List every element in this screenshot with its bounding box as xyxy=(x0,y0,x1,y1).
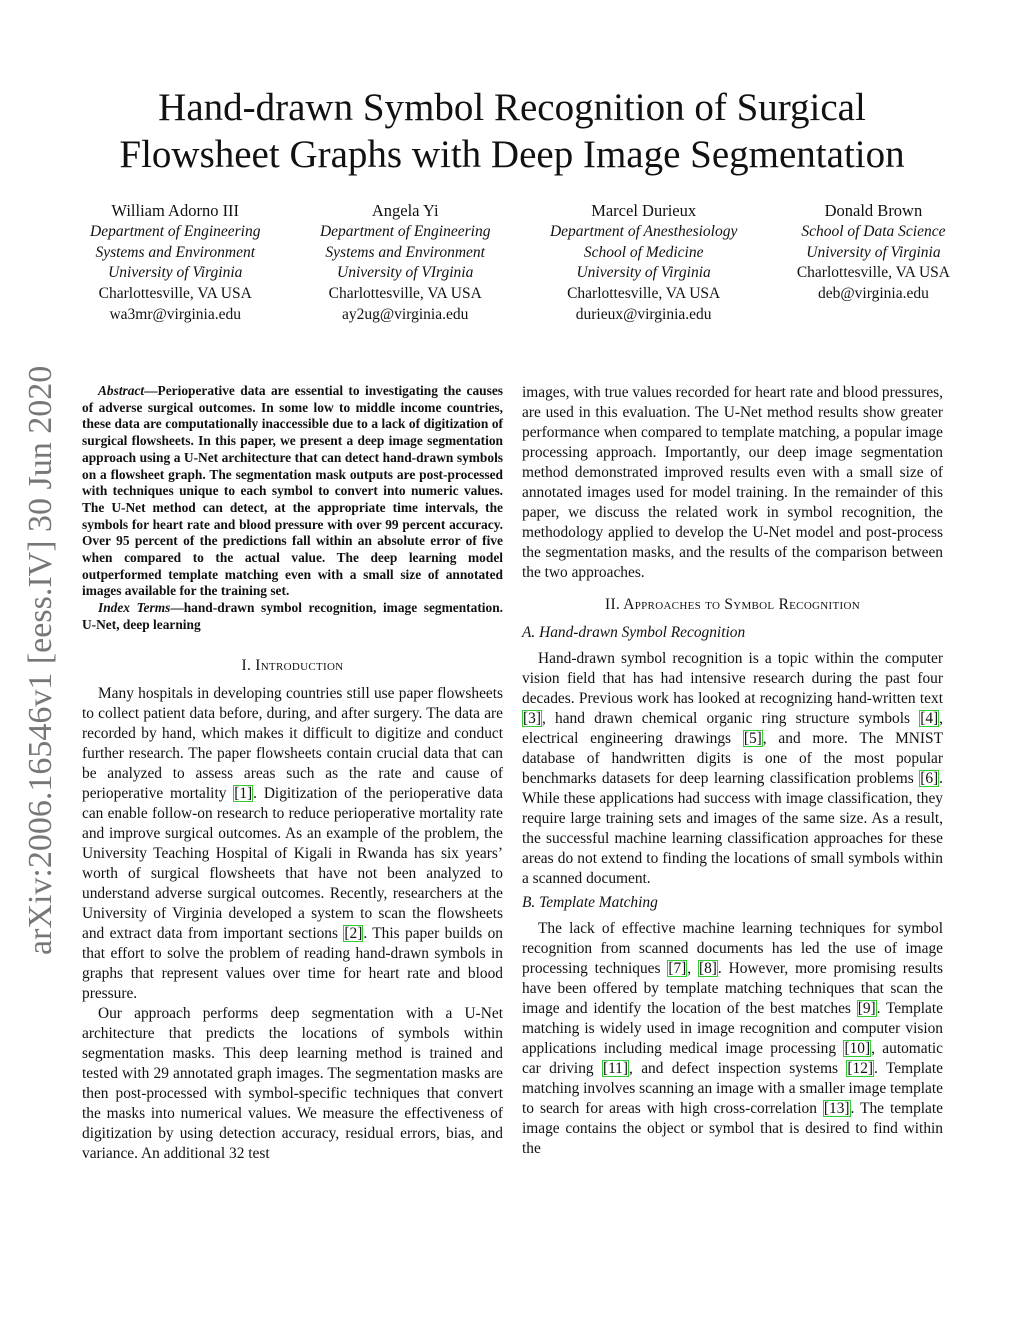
author-dept: Department of Engineering xyxy=(90,222,261,240)
body-text: , electrical engineering drawings xyxy=(522,710,943,747)
author-email: wa3mr@virginia.edu xyxy=(109,305,241,323)
abstract-label: Abstract xyxy=(98,383,145,398)
author-city: Charlottesville, VA USA xyxy=(567,285,721,303)
author-dept: Department of Engineering xyxy=(319,222,491,240)
author xyxy=(320,201,490,326)
citation-link[interactable]: [6] xyxy=(920,770,939,787)
abstract xyxy=(82,383,503,600)
body-text: , xyxy=(687,960,698,977)
body-text: . This paper builds on that effort to solve the problem of reading hand-drawn symbols in graphs that represent values over time for heart rate and blood pressure. xyxy=(82,924,503,1002)
citation-link[interactable]: [10] xyxy=(844,1040,871,1057)
body-text: , hand drawn chemical organic ring structure symbols xyxy=(541,710,920,727)
author-dept: Department of Anesthesiology xyxy=(549,222,738,240)
body-text: . Digitization of the perioperative data can enable follow-on research to reduce perioperative mortality rate and improve surgical outcomes. As an example of the problem, the University Teaching Hospital of Kigali in Rwanda has six years’ worth of surgical flowsheets that have not been analyzed to understand adverse surgical outcomes. Recently, researchers at the University of Virginia developed a system to scan the flowsheets and extract data from important sections xyxy=(82,784,503,942)
author-email: durieux@virginia.edu xyxy=(575,305,712,323)
citation-link[interactable]: [5] xyxy=(743,730,762,747)
author-univ: University of Virginia xyxy=(576,264,711,282)
author-email: deb@virginia.edu xyxy=(818,285,929,303)
body-text: , automatic car driving xyxy=(522,1040,943,1077)
author-univ: University of VIrginia xyxy=(337,264,474,282)
body-paragraph xyxy=(522,383,943,583)
body-text: The lack of effective machine learning techniques for symbol recognition from scanned documents has led the use of image processing techniques xyxy=(522,920,943,977)
author-email: ay2ug@virginia.edu xyxy=(342,305,469,323)
citation-link[interactable]: [2] xyxy=(344,924,363,942)
body-text: , and defect inspection systems xyxy=(629,1060,847,1077)
author-block xyxy=(90,201,950,326)
citation-link[interactable]: [3] xyxy=(523,710,541,727)
author-name: William Adorno III xyxy=(111,201,240,220)
abstract-text: —Perioperative data are essential to investigating the causes of adverse surgical outcomes. In some low to middle income countries, these data are computationally inaccessible due to a lack of digitization of surgical flowsheets. In this paper, we present a deep image segmentation approach using a U-Net architecture that can detect hand-drawn symbols on a flowsheet graph. The segmentation mask outputs are post-processed with techniques unique to each symbol to convert into numeric values. The U-Net method can detect, at the appropriate time intervals, the symbols for heart rate and blood pressure with over 99 percent accuracy. Over 95 percent of the predictions fall within an absolute error of five when compared to the actual value. The deep learning model outperformed template matching even with a small size of annotated images available for the training set. xyxy=(82,383,503,599)
author-city: Charlottesville, VA USA xyxy=(796,264,950,282)
author-name: Angela Yi xyxy=(371,201,439,220)
body-paragraph xyxy=(522,919,943,1159)
author-name: Donald Brown xyxy=(824,201,923,220)
section-heading: I. Introduction xyxy=(241,656,344,674)
body-paragraph xyxy=(82,1004,503,1164)
author-univ: University of Virginia xyxy=(108,264,243,282)
author xyxy=(797,201,950,326)
subsection-heading: A. Hand-drawn Symbol Recognition xyxy=(522,624,746,641)
index-terms xyxy=(82,600,503,633)
author-city: Charlottesville, VA USA xyxy=(98,285,252,303)
body-text: . Template matching involves scanning an image with a smaller image template to search for areas with high cross-correlation xyxy=(522,1060,943,1117)
author-city: Charlottesville, VA USA xyxy=(328,285,482,303)
body-text: Many hospitals in developing countries still use paper flowsheets to collect patient data before, during, and after surgery. The data are recorded by hand, which makes it difficult to digitize and conduct further research. The paper flowsheets contain crucial data that can be analyzed to assess areas such as the rate and cause of perioperative mortality xyxy=(82,684,503,802)
title-line: Hand-drawn Symbol Recognition of Surgical xyxy=(158,86,866,129)
right-column xyxy=(522,383,943,1159)
body-text: . The template image contains the object or symbol that is desired to find within the xyxy=(522,1100,943,1157)
citation-link[interactable]: [1] xyxy=(234,784,253,802)
body-text: , and more. The MNIST database of handwritten digits is one of the most popular benchmarks datasets for deep learning classification problems xyxy=(522,730,944,787)
subsection-heading: B. Template Matching xyxy=(522,894,658,911)
body-text: images, with true values recorded for heart rate and blood pressures, are used in this evaluation. The U-Net method results show greater performance when compared to template matching, a popular image processing approach. Importantly, our deep image segmentation method demonstrated improved results even with a small size of annotated images used for model training. In the remainder of this paper, we discuss the related work in symbol recognition, the methodology applied to develop the U-Net model and post-process the segmentation masks, and the results of the comparison between the two approaches. xyxy=(522,384,943,581)
body-text: . Template matching is widely used in image recognition and computer vision applications including medical image processing xyxy=(522,1000,943,1057)
citation-link[interactable]: [12] xyxy=(847,1060,874,1077)
body-text: Hand-drawn symbol recognition is a topic within the computer vision field that has had intensive research during the past four decades. Previous work has looked at recognizing hand-written text xyxy=(522,650,943,707)
author-dept: Systems and Environment xyxy=(95,243,256,261)
citation-link[interactable]: [4] xyxy=(920,710,939,727)
author-dept: School of Data Science xyxy=(801,222,946,240)
section-heading: II. Approaches to Symbol Recognition xyxy=(605,596,860,613)
paper-title xyxy=(0,84,1024,178)
author-dept: Systems and Environment xyxy=(325,243,485,261)
author-dept: School of Medicine xyxy=(583,243,704,261)
author xyxy=(90,201,260,326)
body-text: Our approach performs deep segmentation with a U-Net architecture that predicts the locations of symbols within segmentation masks. This deep learning method is trained and tested with 29 annotated graph images. The segmentation masks are then post-processed with symbol-specific techniques that convert the masks into numerical values. We measure the effectiveness of digitization by using detection accuracy, residual errors, bias, and variance. An additional 32 test xyxy=(82,1004,503,1162)
body-paragraph xyxy=(82,684,503,1004)
index-terms-text: —hand-drawn symbol recognition, image segmentation. U-Net, deep learning xyxy=(82,600,503,632)
left-column xyxy=(82,383,503,1164)
author-name: Marcel Durieux xyxy=(591,201,697,220)
citation-link[interactable]: [13] xyxy=(823,1100,850,1117)
citation-link[interactable]: [7] xyxy=(668,960,687,977)
citation-link[interactable]: [11] xyxy=(602,1060,629,1077)
index-terms-label: Index Terms xyxy=(98,600,171,616)
body-paragraph xyxy=(522,649,943,889)
arxiv-stamp: arXiv:2006.16546v1 [eess.IV] 30 Jun 2020 xyxy=(22,365,59,955)
title-line: Flowsheet Graphs with Deep Image Segmentation xyxy=(119,133,905,176)
citation-link[interactable]: [9] xyxy=(857,1000,876,1017)
author xyxy=(550,201,737,326)
body-text: . However, more promising results have been offered by template matching techniques that scan the image and identify the location of the best matches xyxy=(522,960,943,1017)
citation-link[interactable]: [8] xyxy=(698,960,717,977)
author-dept: University of Virginia xyxy=(806,243,941,261)
body-text: . While these applications had success with image classification, they require large training sets and images of the same size. As a result, the successful machine learning classification approaches for these areas do not extend to finding the locations of small symbols within a scanned document. xyxy=(522,770,943,887)
